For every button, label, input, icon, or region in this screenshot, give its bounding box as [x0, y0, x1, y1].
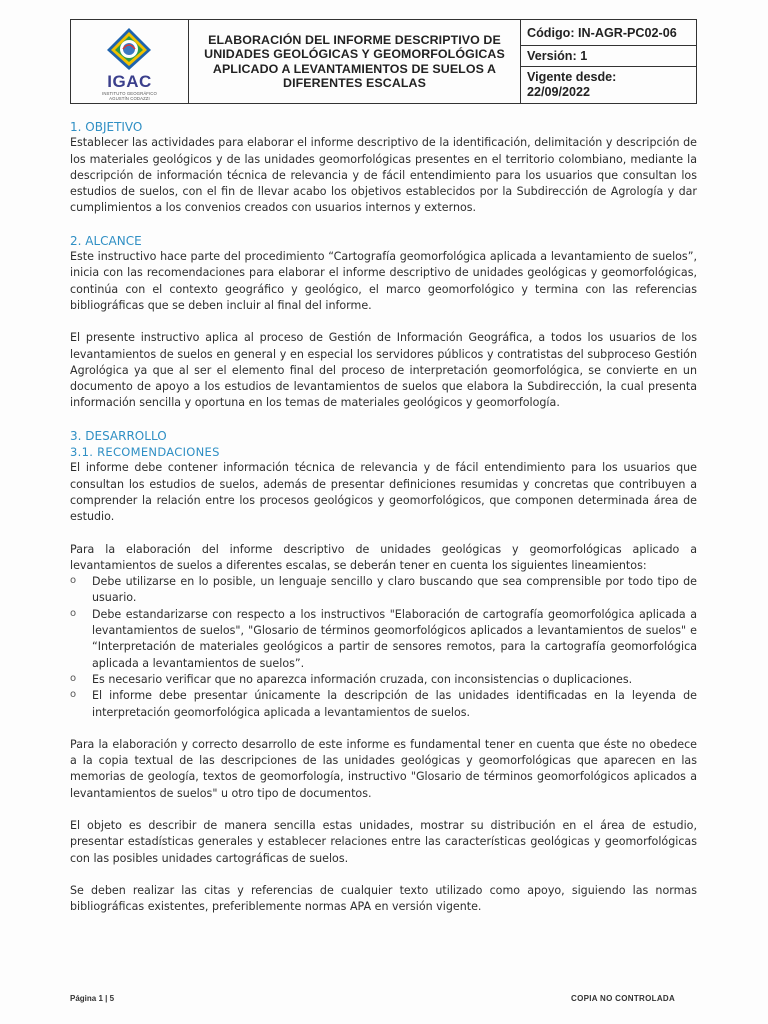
- lineamientos-list: [70, 574, 697, 721]
- document-header-table: [70, 19, 697, 104]
- objetivo-paragraph: Establecer las actividades para elaborar el informe descriptivo de la identificación, delimitación y descripción de los materiales geológicos y de las unidades geomorfológicas presentes en el territorio colombiano, mediante la descripción de información técnica de relevancia y de fácil entendimiento para los usuarios que consultan los estudios de suelos, con el fin de llevar acabo los objetivos establecidos por la Subdirección de Agrología y dar cumplimientos a los convenios creados con usuarios internos y externos.: [70, 136, 697, 215]
- section-heading-objetivo: 1. OBJETIVO: [70, 120, 143, 134]
- document-meta-cells: [521, 20, 696, 103]
- igac-logo-text: IGAC: [107, 72, 152, 91]
- igac-logo-subtitle-2: AGUSTÍN CODAZZI: [109, 96, 150, 101]
- document-effective-date: [521, 67, 696, 103]
- document-title-cell: [189, 20, 521, 103]
- page-number: Página 1 | 5: [70, 994, 115, 1003]
- recomendaciones-paragraph-3: Para la elaboración y correcto desarrollo de este informe es fundamental tener en cuenta que éste no obedece a la copia textual de las descripciones de las unidades geológicas y geomorfológicas que aparecen en las memorias de geología, textos de geomorfología, instructivo "Glosario de términos geomorfológicos aplicados a levantamientos de suelos" u otro tipo de documentos.: [70, 737, 697, 800]
- bullet-icon: o: [70, 607, 77, 619]
- document-body: [70, 119, 697, 915]
- effective-date-value: 22/09/2022: [527, 85, 591, 99]
- subsection-heading-recomendaciones: 3.1. RECOMENDACIONES: [70, 445, 220, 460]
- document-version: Versión: 1: [521, 46, 696, 67]
- bullet-icon: o: [70, 672, 77, 684]
- copy-status-label: COPIA NO CONTROLADA: [571, 994, 676, 1003]
- igac-logo: [71, 20, 189, 103]
- alcance-paragraph-1: Este instructivo hace parte del procedimiento “Cartografía geomorfológica aplicada a levantamiento de suelos”, inicia con las recomendaciones para elaborar el informe descriptivo de unidades geológicas y geomorfológicas, continúa con el contexto geográfico y geológico, el marco geomorfológico y termina con las referencias bibliográficas que se deben incluir al final del informe.: [70, 250, 697, 312]
- list-item: o Es necesario verificar que no aparezca información cruzada, con inconsistencias o duplicaciones.: [70, 672, 633, 686]
- igac-emblem-icon: [99, 26, 159, 72]
- section-heading-alcance: 2. ALCANCE: [70, 233, 142, 248]
- list-item: o El informe debe presentar únicamente la descripción de las unidades identificadas en la leyenda de interpretación geomorfológica aplicada a levantamientos de suelos.: [70, 689, 697, 719]
- list-item: o Debe utilizarse en lo posible, un lenguaje sencillo y claro buscando que sea comprensible por todo tipo de usuario.: [70, 575, 697, 605]
- bullet-icon: o: [70, 689, 77, 701]
- recomendaciones-paragraph-2: Para la elaboración del informe descriptivo de unidades geológicas y geomorfológicas aplicado a levantamientos de suelos a diferentes escalas, se deberán tener en cuenta los siguientes lineamientos:: [70, 542, 697, 572]
- recomendaciones-paragraph-4: El objeto es describir de manera sencilla estas unidades, mostrar su distribución en el área de estudio, presentar estadísticas generales y establecer relaciones entre las características geológicas y geomorfológicas con las posibles unidades cartográficas de suelos.: [70, 818, 697, 865]
- document-title: ELABORACIÓN DEL INFORME DESCRIPTIVO DE UNIDADES GEOLÓGICAS Y GEOMORFOLÓGICAS APLICADO A LEVANTAMIENTOS DE SUELOS A DIFERENTES ESCALAS: [204, 32, 505, 90]
- section-heading-desarrollo: 3. DESARROLLO: [70, 428, 167, 443]
- effective-date-label: Vigente desde:: [527, 70, 617, 84]
- igac-logo-subtitle-1: INSTITUTO GEOGRÁFICO: [102, 91, 157, 96]
- recomendaciones-paragraph-1: El informe debe contener información técnica de relevancia y de fácil entendimiento para los usuarios que consultan los estudios de suelos, además de presentar definiciones resumidas y concretas que contribuyen a comprender la relación entre los procesos geológicos y geomorfológicos, que componen determinada área de estudio.: [70, 461, 697, 524]
- list-item: o Debe estandarizarse con respecto a los instructivos "Elaboración de cartografía geomorfológica aplicada a levantamientos de suelos", "Glosario de términos geomorfológicos aplicados a levantamientos de suelos" e “Interpretación de materiales geológicos a partir de sensores remotos, para la cartografía geomorfológica aplicada a levantamientos de suelos”.: [70, 607, 697, 670]
- recomendaciones-paragraph-5: Se deben realizar las citas y referencias de cualquier texto utilizado como apoyo, siguiendo las normas bibliográficas existentes, preferiblemente normas APA en versión vigente.: [70, 883, 697, 914]
- bullet-icon: o: [70, 575, 77, 587]
- alcance-paragraph-2: El presente instructivo aplica al proceso de Gestión de Información Geográfica, a todos los usuarios de los levantamientos de suelos en general y en especial los servidores públicos y contratistas del subproceso Gestión Agrológica ya que al ser el elemento final del proceso de interpretación geomorfológica, se convierte en un documento de apoyo a los estudios de levantamientos de suelos que elabora la Subdirección, la cual presenta información sencilla y oportuna en los temas de materiales geológicos y geomorfología.: [70, 331, 697, 410]
- document-code: Código: IN-AGR-PC02-06: [521, 20, 696, 46]
